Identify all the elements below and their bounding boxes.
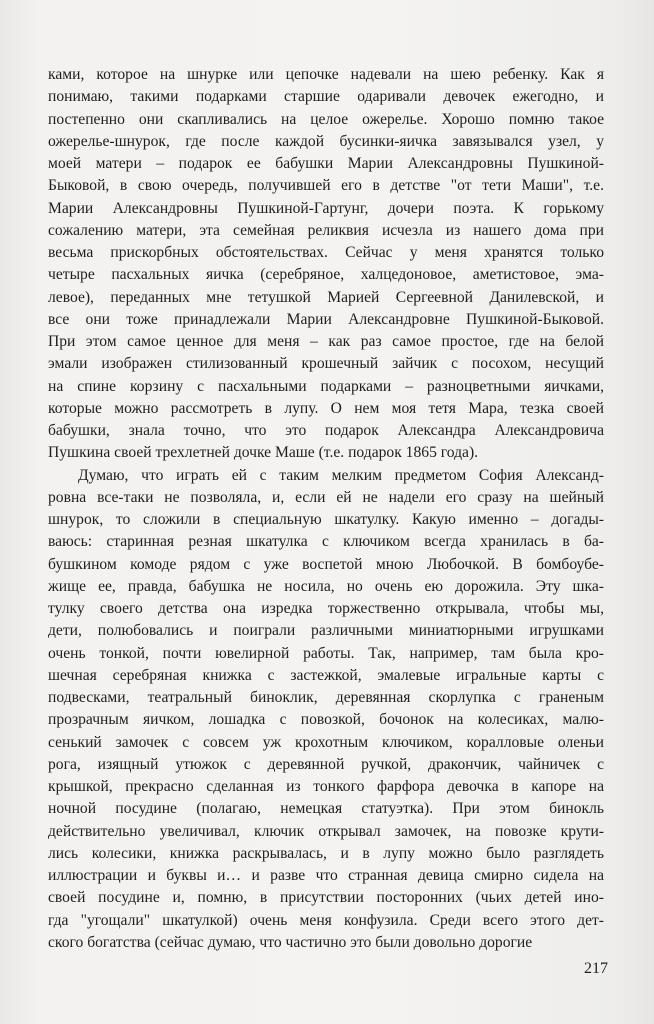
text-line: крышкой, прекрасно сделанная из тонкого фарфора девочка в капоре на	[48, 778, 604, 795]
text-line: левое), переданных мне тетушкой Марией Сергеевной Данилевской, и	[48, 288, 604, 306]
text-line: моей матери – подарок ее бабушки Марии Александровны Пушкиной-	[48, 155, 604, 172]
text-line: бабушки, знала точно, что это подарок Александра Александровича	[48, 422, 604, 439]
text-line: гда "угощали" шкатулкой) очень меня конфузила. Среди всего этого дет-	[48, 911, 604, 929]
text-line: которые можно рассмотреть в лупу. О нем моя тетя Мара, тезка своей	[48, 399, 604, 417]
text-line: своей посудине и, помню, в присутствии посторонних (чьих детей ино-	[48, 889, 604, 907]
text-line: все они тоже принадлежали Марии Александровне Пушкиной-Быковой.	[48, 310, 604, 328]
body-text	[48, 64, 604, 954]
text-line: подвесками, театральный биноклик, деревянная скорлупка с граненым	[48, 689, 604, 706]
text-line: ожерелье-шнурок, где после каждой бусинки-яичка завязывался узел, у	[48, 132, 604, 150]
text-line: тулку своего детства она изредка торжественно открывала, чтобы мы,	[48, 600, 604, 617]
page-number: 217	[584, 960, 608, 977]
text-line: дети, полюбовались и поиграли различными миниатюрными игрушками	[48, 622, 604, 640]
text-line: ками, которое на шнурке или цепочке надевали на шею ребенку. Как я	[48, 66, 604, 83]
text-line: сожалению матери, эта семейная реликвия исчезла из нашего дома при	[48, 221, 604, 239]
text-line: прозрачным яичком, лошадка с повозкой, бочонок на колесиках, малю-	[48, 711, 604, 729]
text-line: Думаю, что играть ей с таким мелким предметом София Александ-	[78, 466, 604, 484]
text-line: ского богатства (сейчас думаю, что частично это были довольно дорогие	[48, 933, 533, 951]
text-line: рога, изящный утюжок с деревянной ручкой, дракончик, чайничек с	[48, 755, 604, 773]
text-line: шнурок, то сложили в специальную шкатулку. Какую именно – догады-	[48, 511, 604, 528]
text-line: иллюстрации и буквы и… и разве что странная девица смирно сидела на	[48, 867, 604, 884]
text-line: ночной посудине (полагаю, немецкая статуэтка). При этом бинокль	[48, 800, 604, 818]
text-line: ровна все-таки не позволяла, и, если ей не надели его сразу на шейный	[48, 488, 604, 506]
text-line: бушкином комоде рядом с уже воспетой мною Любочкой. В бомбоубе-	[48, 555, 604, 573]
text-line: на спине корзину с пасхальными подарками – разноцветными яичками,	[48, 377, 604, 395]
text-line: эмали изображен стилизованный крошечный зайчик с посохом, несущий	[48, 355, 604, 373]
text-line: шечная серебряная книжка с застежкой, эмалевые игральные карты с	[48, 666, 604, 684]
text-line: ваюсь: старинная резная шкатулка с ключиком всегда хранилась в ба-	[48, 533, 604, 551]
paragraph	[48, 64, 604, 465]
text-line: жище ее, правда, бабушка не носила, но очень ею дорожила. Эту шка-	[48, 577, 604, 595]
text-line: четыре пасхальных яичка (серебряное, халцедоновое, аметистовое, эма-	[48, 266, 604, 284]
text-line: действительно увеличивал, ключик открывал замочек, на повозке крути-	[48, 822, 604, 840]
text-line: Марии Александровны Пушкиной-Гартунг, дочери поэта. К горькому	[48, 199, 604, 217]
text-line: постепенно они скапливались на целое ожерелье. Хорошо помню такое	[48, 110, 604, 128]
text-line: Быковой, в свою очередь, получившей его в детстве "от тети Маши", т.е.	[48, 177, 604, 195]
text-line: лись колесики, книжка раскрывалась, и в лупу можно было разглядеть	[48, 844, 604, 862]
text-line: При этом самое ценное для меня – как раз самое простое, где на белой	[48, 333, 604, 350]
text-line: очень тонкой, почти ювелирной работы. Так, например, там была кро-	[48, 644, 604, 662]
text-line: сенький замочек с совсем уж крохотным ключиком, коралловые оленьи	[48, 733, 604, 751]
text-line: Пушкина своей трехлетней дочке Маше (т.е. подарок 1865 года).	[48, 444, 479, 462]
text-line: весьма прискорбных обстоятельствах. Сейчас у меня хранятся только	[48, 244, 604, 261]
text-line: понимаю, такими подарками старшие одаривали девочек ежегодно, и	[48, 88, 604, 106]
paragraph	[48, 465, 604, 955]
